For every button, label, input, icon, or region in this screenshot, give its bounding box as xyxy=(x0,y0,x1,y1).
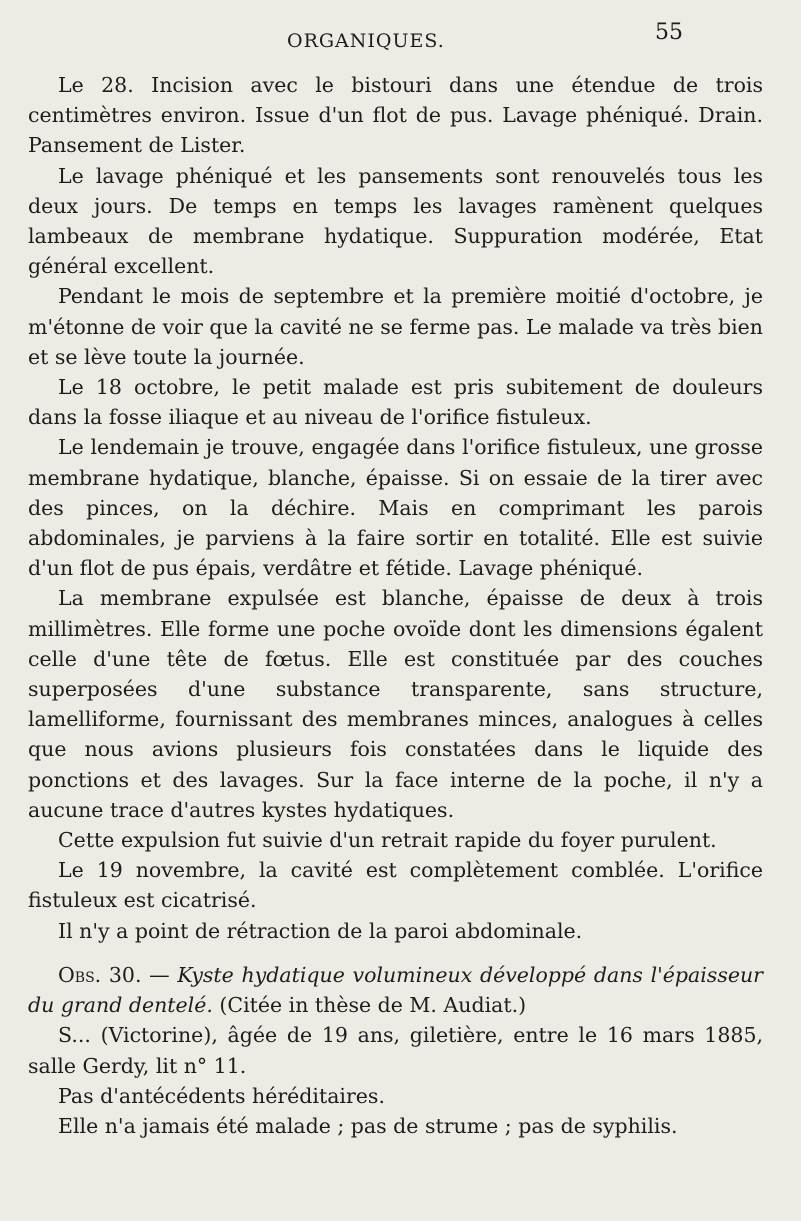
paragraph: Le 19 novembre, la cavité est complètement comblée. L'orifice fistuleux est cicatrisé. xyxy=(28,858,763,913)
paragraph: Pendant le mois de septembre et la première moitié d'octobre, je m'étonne de voir que la cavité ne se ferme pas. Le malade va très bien et se lève toute la journée. xyxy=(28,284,763,369)
paragraph: Le 18 octobre, le petit malade est pris subitement de douleurs dans la fosse iliaque et au niveau de l'orifice fistuleux. xyxy=(28,375,763,430)
observation-heading xyxy=(28,960,763,1020)
paragraph: Le lavage phéniqué et les pansements sont renouvelés tous les deux jours. De temps en temps les lavages ramènent quelques lambeaux de membrane hydatique. Suppuration modérée, Etat général excellent. xyxy=(28,163,763,279)
body-text xyxy=(28,70,763,1141)
paragraph: Il n'y a point de rétraction de la paroi abdominale. xyxy=(58,918,583,943)
paragraph: La membrane expulsée est blanche, épaisse de deux à trois millimètres. Elle forme une poche ovoïde dont les dimensions égalent celle d'une tête de fœtus. Elle est constituée par des couches superposées d'une substance transparente, sans structure, lamelliforme, fournissant des membranes minces, analogues à celles que nous avions plusieurs fois constatées dans le liquide des ponctions et des lavages. Sur la face interne de la poche, il n'y a aucune trace d'autres kystes hydatiques. xyxy=(28,586,763,822)
page-header xyxy=(0,20,801,56)
page-number: 55 xyxy=(655,20,683,45)
case-paragraph: Pas d'antécédents héréditaires. xyxy=(58,1083,385,1108)
observation-label: Obs. 30. xyxy=(58,962,142,987)
observation-title: Kyste hydatique volumineux développé dans l'épaisseur du grand dentelé. xyxy=(28,962,763,1018)
paragraph: Cette expulsion fut suivie d'un retrait rapide du foyer purulent. xyxy=(58,828,717,853)
paragraph: Le lendemain je trouve, engagée dans l'orifice fistuleux, une grosse membrane hydatique, blanche, épaisse. Si on essaie de la tirer avec des pinces, on la déchire. Mais en comprimant les parois abdominales, je parviens à la faire sortir en totalité. Elle est suivie d'un flot de pus épais, verdâtre et fétide. Lavage phéniqué. xyxy=(28,435,763,581)
observation-source: (Citée in thèse de M. Audiat.) xyxy=(212,993,527,1018)
running-head: ORGANIQUES. xyxy=(287,30,445,52)
case-paragraph: Elle n'a jamais été malade ; pas de strume ; pas de syphilis. xyxy=(58,1113,678,1138)
case-paragraph: S... (Victorine), âgée de 19 ans, giletière, entre le 16 mars 1885, salle Gerdy, lit n° 11. xyxy=(28,1023,763,1078)
observation-dash: — xyxy=(141,962,178,987)
paragraph: Le 28. Incision avec le bistouri dans une étendue de trois centimètres environ. Issue d'un flot de pus. Lavage phéniqué. Drain. Pansement de Lister. xyxy=(28,73,763,158)
